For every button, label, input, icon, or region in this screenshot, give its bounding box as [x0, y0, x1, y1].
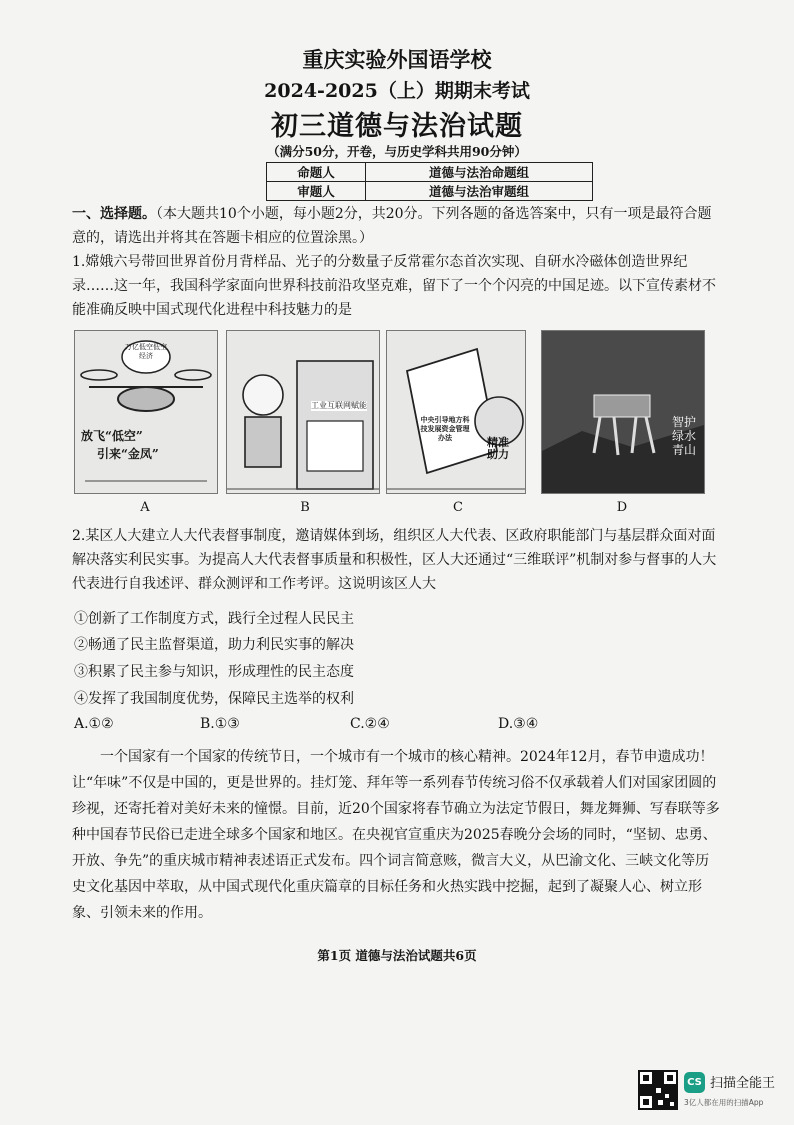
document-cartoon-icon — [387, 331, 525, 493]
section-instructions — [72, 202, 722, 250]
section-heading: 一、选择题。 — [72, 206, 156, 222]
staff-row — [267, 182, 593, 201]
q2-option-1: ①创新了工作制度方式，践行全过程人民民主 — [74, 611, 354, 627]
exam-note: （满分50分，开卷，与历史学科共用90分钟） — [267, 144, 527, 159]
q2-option-4: ④发挥了我国制度优势，保障民主选举的权利 — [74, 691, 354, 707]
image-b-caption: 工业互联网赋能 — [311, 401, 367, 410]
page-footer: 第1页 道德与法治试题共6页 — [317, 948, 477, 963]
staff-name: 道德与法治命题组 — [366, 163, 593, 182]
image-a-drone — [74, 330, 218, 494]
image-a-label: A — [140, 500, 150, 515]
image-d-label: D — [616, 500, 628, 515]
image-a-caption-3: 引来“金凤” — [97, 447, 159, 461]
image-a-caption-2: 放飞“低空” — [81, 429, 143, 443]
image-c-document — [386, 330, 526, 494]
image-c-label: C — [453, 500, 463, 515]
q2-option-2: ②畅通了民主监督渠道，助力利民实事的解决 — [74, 637, 354, 653]
scanner-app-tagline: 3亿人都在用的扫描App — [684, 1098, 764, 1107]
staff-table — [266, 162, 593, 201]
q2-choice-a: A.①② — [74, 716, 114, 732]
image-d-robot-dog — [541, 330, 705, 494]
q2-choice-d: D.③④ — [498, 716, 539, 732]
q2-choice-b: B.①③ — [200, 716, 240, 732]
question-1-stem: 1.嫦娥六号带回世界首份月背样品、光子的分数量子反常霍尔态首次实现、自研水冷磁体创造世界纪录……这一年，我国科学家面向世界科技前沿攻坚克难，留下了一个个闪亮的中国足迹。以下宣传素材不能准确反映中国式现代化进程中科技魅力的是 — [72, 254, 716, 318]
image-a-caption-1: 万亿低空低空经济 — [125, 343, 167, 360]
scanner-app-name: 扫描全能王 — [710, 1076, 776, 1091]
robot-dog-photo-icon — [542, 331, 704, 493]
scanner-logo-icon: CS — [684, 1072, 705, 1093]
image-c-caption-1: 中央引导地方科技发展资金管理办法 — [420, 415, 470, 442]
worker-machine-cartoon-icon — [227, 331, 379, 493]
reading-passage: 一个国家有一个国家的传统节日，一个城市有一个城市的核心精神。2024年12月，春节申遗成功！让“年味”不仅是中国的，更是世界的。挂灯笼、拜年等一系列春节传统习俗不仅承载着人们对国家团圆的珍视，还寄托着对美好未来的憧憬。目前，近20个国家将春节确立为法定节假日，舞龙舞狮、写春联等多种中国春节民俗已走进全球多个国家和地区。在央视官宣重庆为2025春晚分会场的同时，“坚韧、忠勇、开放、争先”的重庆城市精神表述语正式发布。四个词言简意赅，微言大义，从巴渝文化、三峡文化等历史文化基因中萃取，从中国式现代化重庆篇章的目标任务和火热实践中挖掘，起到了凝聚人心、树立形象、引领未来的作用。 — [72, 749, 720, 921]
section-instruction-text: （本大题共10个小题，每小题2分，共20分。下列各题的备选答案中，只有一项是最符合题意的，请选出并将其在答题卡相应的位置涂黑。） — [72, 206, 712, 246]
staff-role: 审题人 — [267, 182, 366, 201]
question-2-stem: 2.某区人大建立人大代表督事制度，邀请媒体到场，组织区人大代表、区政府职能部门与基层群众面对面解决落实利民实事。为提高人大代表督事质量和积极性，区人大还通过“三维联评”机制对参与督事的人大代表进行自我述评、群众测评和工作考评。这说明该区人大 — [72, 528, 717, 592]
school-name: 重庆实验外国语学校 — [302, 47, 492, 72]
image-b-label: B — [300, 500, 310, 515]
staff-name: 道德与法治审题组 — [366, 182, 593, 201]
image-d-caption: 智护绿水青山 — [671, 415, 696, 457]
q2-choice-c: C.②④ — [350, 716, 390, 732]
staff-role: 命题人 — [267, 163, 366, 182]
q2-option-3: ③积累了民主参与知识，形成理性的民主态度 — [74, 664, 354, 680]
image-b-worker — [226, 330, 380, 494]
qr-code-icon — [638, 1070, 678, 1110]
image-c-caption-2: 精准助力 — [487, 436, 509, 461]
exam-title: 初三道德与法治试题 — [271, 111, 523, 142]
exam-term: 2024-2025（上）期期末考试 — [264, 80, 530, 102]
staff-row — [267, 163, 593, 182]
